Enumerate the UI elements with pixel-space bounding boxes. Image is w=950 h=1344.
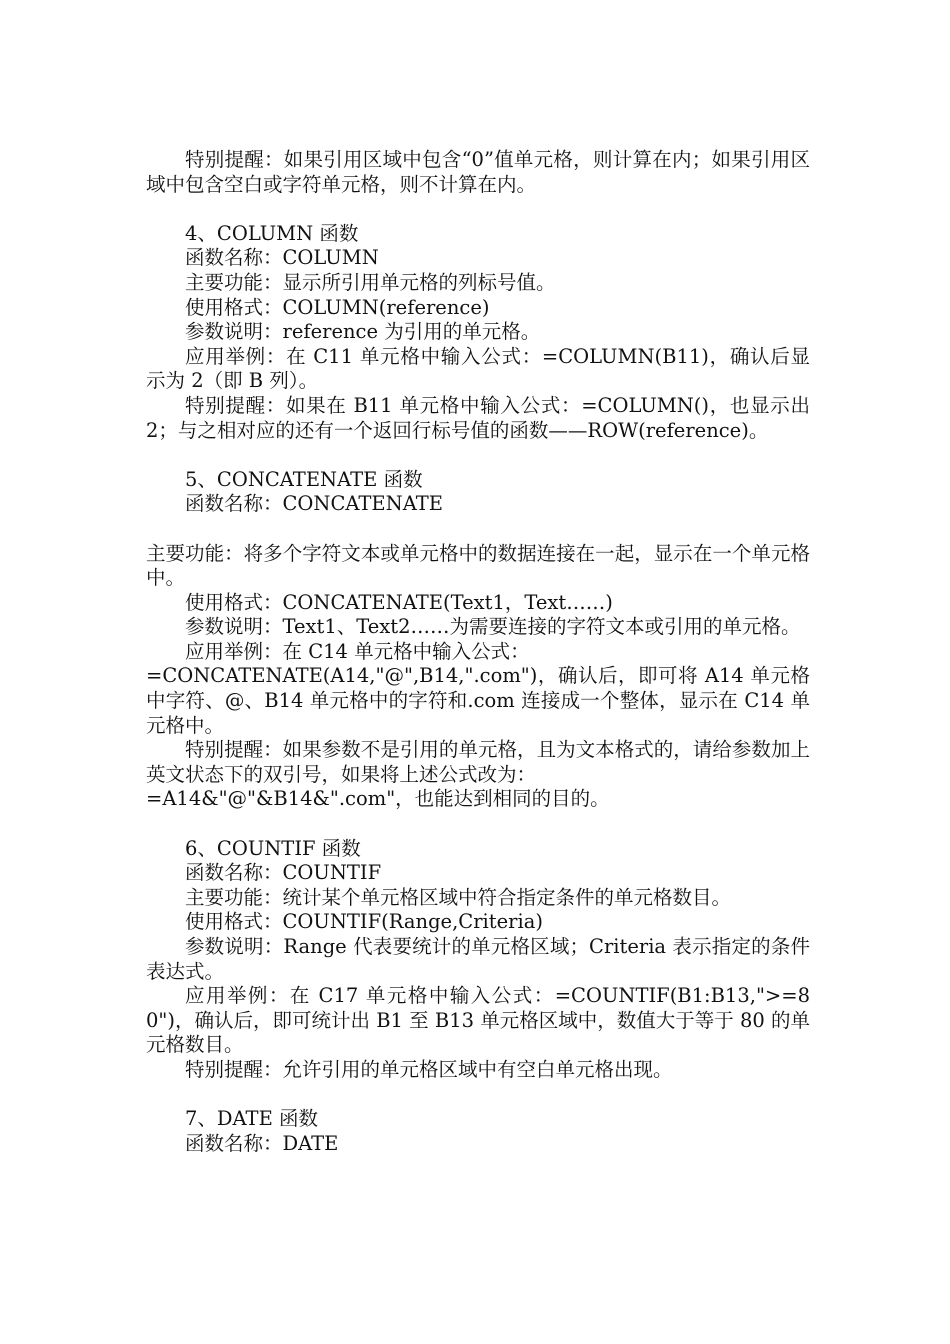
paragraph-line: 4、COLUMN 函数 bbox=[185, 221, 359, 245]
paragraph-line: 5、CONCATENATE 函数 bbox=[185, 467, 423, 491]
paragraph-line: 主要功能：显示所引用单元格的列标号值。 bbox=[185, 270, 556, 294]
paragraph-line: 函数名称：DATE bbox=[185, 1131, 339, 1155]
paragraph-line: 主要功能：将多个字符文本或单元格中的数据连接在一起，显示在一个单元格中。 bbox=[146, 541, 810, 590]
document-section bbox=[146, 222, 810, 443]
paragraph-line: 参数说明：reference 为引用的单元格。 bbox=[185, 320, 541, 344]
paragraph-line: 使用格式：COLUMN(reference) bbox=[185, 295, 490, 319]
paragraph-line: 参数说明：Text1、Text2……为需要连接的字符文本或引用的单元格。 bbox=[185, 615, 801, 639]
document-section bbox=[146, 148, 810, 197]
paragraph-line: 特别提醒：如果在 B11 单元格中输入公式：=COLUMN()，也显示出 2；与之相对应的还有一个返回行标号值的函数——ROW(reference)。 bbox=[146, 393, 810, 442]
paragraph-line: 特别提醒：允许引用的单元格区域中有空白单元格出现。 bbox=[185, 1057, 673, 1081]
paragraph-line: 应用举例：在 C17 单元格中输入公式：=COUNTIF(B1:B13,">=80")，确认后，即可统计出 B1 至 B13 单元格区域中，数值大于等于 80 的单元格数目。 bbox=[146, 984, 810, 1057]
paragraph-line: 函数名称：COUNTIF bbox=[185, 861, 382, 885]
paragraph-line: 主要功能：统计某个单元格区域中符合指定条件的单元格数目。 bbox=[185, 885, 732, 909]
document-section bbox=[146, 468, 810, 812]
paragraph-line: 特别提醒：如果参数不是引用的单元格，且为文本格式的，请给参数加上英文状态下的双引号，如果将上述公式改为： bbox=[146, 738, 810, 786]
document-section bbox=[146, 837, 810, 1083]
paragraph-line: 函数名称：COLUMN bbox=[185, 246, 379, 270]
paragraph-line: 函数名称：CONCATENATE bbox=[185, 492, 443, 516]
document-section bbox=[146, 1107, 810, 1156]
paragraph-line: 使用格式：CONCATENATE(Text1，Text……) bbox=[185, 590, 613, 614]
paragraph-line: 6、COUNTIF 函数 bbox=[185, 836, 361, 860]
paragraph-line: 应用举例：在 C11 单元格中输入公式：=COLUMN(B11)，确认后显示为 2（即 B 列）。 bbox=[146, 344, 810, 393]
paragraph-line: 应用举例：在 C14 单元格中输入公式： bbox=[185, 639, 530, 663]
paragraph-line: 使用格式：COUNTIF(Range,Criteria) bbox=[185, 910, 543, 934]
document-body bbox=[146, 148, 810, 1156]
paragraph-line: 参数说明：Range 代表要统计的单元格区域；Criteria 表示指定的条件表达式。 bbox=[146, 935, 810, 983]
blank-line bbox=[146, 517, 810, 542]
paragraph-line: 7、DATE 函数 bbox=[185, 1107, 318, 1131]
paragraph-line: =A14&"@"&B14&".com"，也能达到相同的目的。 bbox=[146, 787, 610, 811]
paragraph-line: =CONCATENATE(A14,"@",B14,".com")，确认后，即可将 A14 单元格中字符、@、B14 单元格中的字符和.com 连接成一个整体，显示在 C14 单元格中。 bbox=[146, 664, 810, 737]
paragraph-line: 特别提醒：如果引用区域中包含“0”值单元格，则计算在内；如果引用区域中包含空白或字符单元格，则不计算在内。 bbox=[146, 148, 810, 196]
